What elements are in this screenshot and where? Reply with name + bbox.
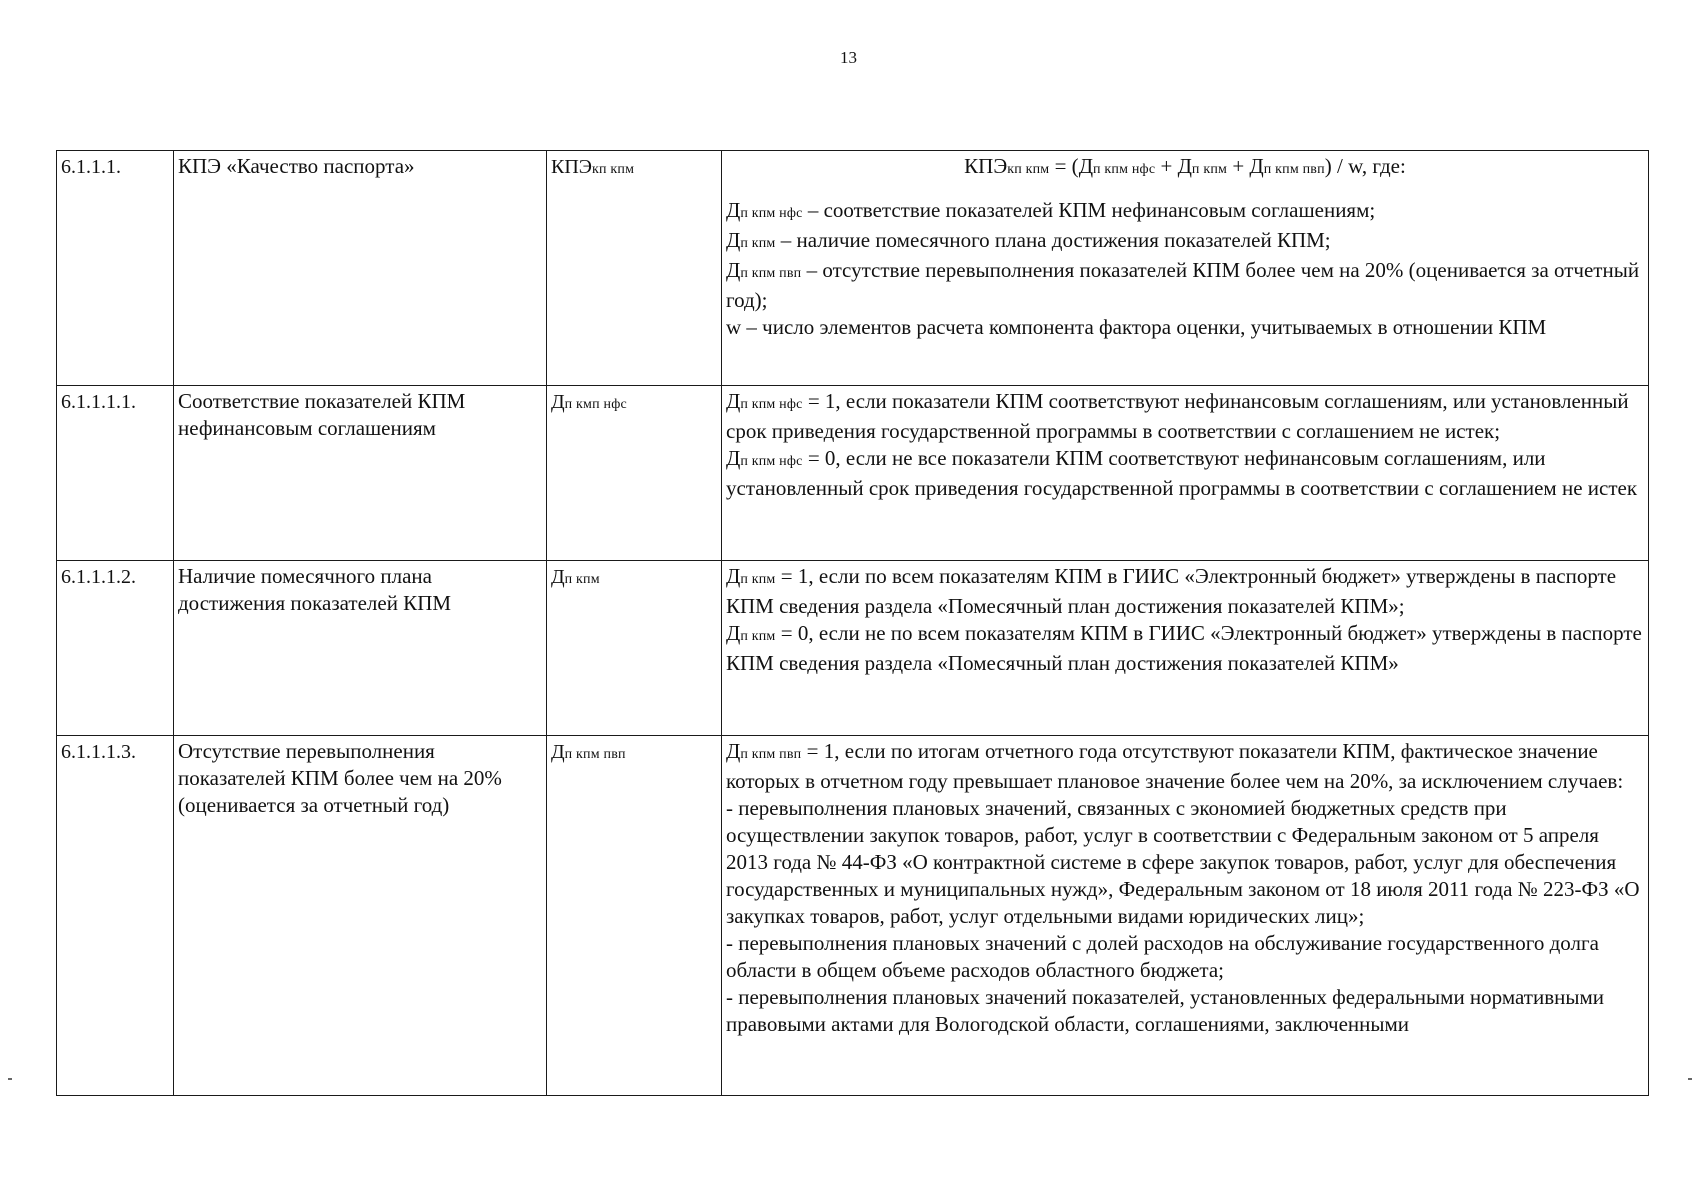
description-line: [726, 563, 1644, 620]
description-line: [726, 388, 1644, 445]
symbol-base: Д: [551, 566, 565, 588]
row-symbol-cell: [547, 561, 722, 736]
scan-margin-mark: [8, 1078, 12, 1080]
row-symbol: [551, 741, 626, 763]
formula-term2-sub: п кпм: [1191, 162, 1228, 177]
line-text: - перевыполнения плановых значений показателей, установленных федеральными нормативными правовыми актами для Вологодской области, соглашениями, заключенными: [726, 985, 1604, 1036]
row-code-cell: [57, 736, 174, 1096]
symbol-subscript: п кпм: [564, 572, 600, 587]
row-name: КПЭ «Качество паспорта»: [178, 154, 415, 178]
symbol-subscript: п кмп нфс: [564, 397, 627, 412]
line-text: = 1, если по итогам отчетного года отсутствуют показатели КПМ, фактическое значение которых в отчетном году превышает плановое значение более чем на 20%, за исключением случаев:: [726, 739, 1624, 793]
line-subscript: п кпм: [740, 236, 776, 251]
line-subscript: п кпм: [740, 629, 776, 644]
row-name: Соответствие показателей КПМ нефинансовым соглашениям: [178, 389, 466, 440]
row-symbol: [551, 566, 600, 588]
line-text: = 1, если по всем показателям КПМ в ГИИС «Электронный бюджет» утверждены в паспорте КПМ сведения раздела «Помесячный план достижения показателей КПМ»;: [726, 564, 1617, 618]
row-name-cell: [174, 386, 547, 561]
row-description-cell: [722, 561, 1649, 736]
line-text: – наличие помесячного плана достижения показателей КПМ;: [775, 228, 1331, 252]
line-base: Д: [726, 446, 741, 470]
description-line: [726, 445, 1644, 502]
line-subscript: п кпм пвп: [740, 747, 802, 762]
formula-term2-base: Д: [1177, 154, 1192, 178]
formula: [726, 153, 1644, 183]
table-row: [57, 386, 1649, 561]
description-line: [726, 314, 1644, 341]
row-code: 6.1.1.1.2.: [61, 566, 136, 588]
formula-lhs-base: КПЭ: [964, 154, 1008, 178]
row-code-cell: [57, 151, 174, 386]
formula-plus2: +: [1227, 154, 1250, 178]
symbol-base: КПЭ: [551, 156, 592, 178]
formula-eq: = (: [1049, 154, 1079, 178]
row-name-cell: [174, 736, 547, 1096]
description-line: [726, 227, 1644, 257]
symbol-subscript: кп кпм: [592, 162, 635, 177]
description-line: [726, 738, 1644, 795]
description-line: [726, 795, 1644, 930]
row-symbol: [551, 156, 634, 178]
row-description-cell: [722, 386, 1649, 561]
table-row: [57, 151, 1649, 386]
symbol-base: Д: [551, 391, 565, 413]
description-line: [726, 620, 1644, 677]
line-text: = 0, если не все показатели КПМ соответствуют нефинансовым соглашениям, или установленный срок приведения государственной программы в соответствии с соглашением не истек: [726, 446, 1638, 500]
line-base: Д: [726, 739, 741, 763]
formula-term1-sub: п кпм нфс: [1093, 162, 1156, 177]
description-line: [726, 257, 1644, 314]
row-name: Наличие помесячного плана достижения показателей КПМ: [178, 564, 452, 615]
page-number: 13: [840, 48, 857, 67]
row-symbol: [551, 391, 627, 413]
line-subscript: п кпм нфс: [740, 397, 803, 412]
line-text: – соответствие показателей КПМ нефинансовым соглашениям;: [802, 198, 1376, 222]
row-symbol-cell: [547, 736, 722, 1096]
row-name: Отсутствие перевыполнения показателей КПМ более чем на 20% (оценивается за отчетный год): [178, 739, 502, 817]
row-code: 6.1.1.1.1.: [61, 391, 136, 413]
formula-lhs-sub: кп кпм: [1007, 162, 1050, 177]
line-subscript: п кпм нфс: [740, 454, 803, 469]
line-text: w – число элементов расчета компонента фактора оценки, учитываемых в отношении КПМ: [726, 315, 1547, 339]
line-base: Д: [726, 564, 741, 588]
line-text: = 0, если не по всем показателям КПМ в ГИИС «Электронный бюджет» утверждены в паспорте КПМ сведения раздела «Помесячный план достижения показателей КПМ»: [726, 621, 1642, 675]
row-symbol-cell: [547, 151, 722, 386]
line-base: Д: [726, 198, 741, 222]
formula-plus1: +: [1155, 154, 1178, 178]
line-subscript: п кпм: [740, 572, 776, 587]
row-code: 6.1.1.1.: [61, 156, 121, 178]
formula-term3-base: Д: [1249, 154, 1264, 178]
table-row: [57, 561, 1649, 736]
symbol-subscript: п кпм пвп: [564, 747, 626, 762]
line-text: = 1, если показатели КПМ соответствуют нефинансовым соглашениям, или установленный срок приведения государственной программы в соответствии с соглашением не истек;: [726, 389, 1629, 443]
table-row: [57, 736, 1649, 1096]
line-base: Д: [726, 389, 741, 413]
description-line: [726, 930, 1644, 984]
line-text: – отсутствие перевыполнения показателей КПМ более чем на 20% (оценивается за отчетный год);: [726, 258, 1640, 312]
formula-tail: ) / w, где:: [1324, 154, 1406, 178]
row-symbol-cell: [547, 386, 722, 561]
line-base: Д: [726, 621, 741, 645]
formula-term3-sub: п кпм пвп: [1263, 162, 1325, 177]
line-text: - перевыполнения плановых значений, связанных с экономией бюджетных средств при осуществлении закупок товаров, работ, услуг в соответствии с Федеральным законом от 5 апреля 2013 года № 44-ФЗ «О контрактной системе в сфере закупок товаров, работ, услуг для обеспечения государственных и муниципальных нужд», Федеральным законом от 18 июля 2011 года № 223-ФЗ «О закупках товаров, работ, услуг отдельными видами юридических лиц»;: [726, 796, 1640, 928]
row-description-cell: [722, 151, 1649, 386]
row-code-cell: [57, 386, 174, 561]
row-name-cell: [174, 561, 547, 736]
description-line: [726, 197, 1644, 227]
scan-margin-mark: [1688, 1078, 1692, 1080]
row-code-cell: [57, 561, 174, 736]
line-base: Д: [726, 258, 741, 282]
indicator-table: [56, 150, 1649, 1096]
description-line: [726, 984, 1644, 1038]
row-code: 6.1.1.1.3.: [61, 741, 136, 763]
formula-term1-base: Д: [1078, 154, 1094, 178]
row-description-cell: [722, 736, 1649, 1096]
line-base: Д: [726, 228, 741, 252]
line-subscript: п кпм нфс: [740, 206, 803, 221]
line-subscript: п кпм пвп: [740, 266, 802, 281]
row-name-cell: [174, 151, 547, 386]
symbol-base: Д: [551, 741, 565, 763]
line-text: - перевыполнения плановых значений с долей расходов на обслуживание государственного долга области в общем объеме расходов областного бюджета;: [726, 931, 1599, 982]
